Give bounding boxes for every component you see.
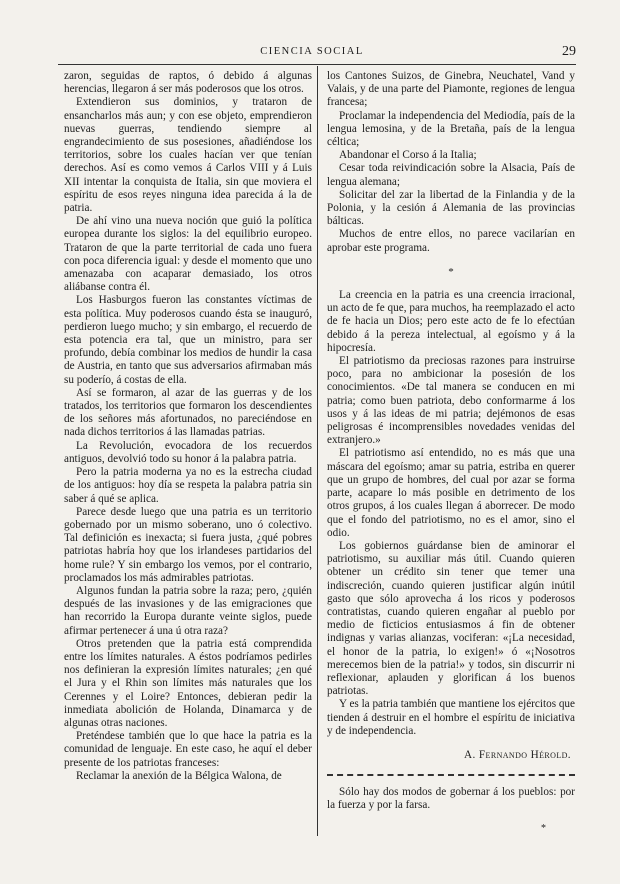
essay-paragraph: La creencia en la patria es una creencia irracional, un acto de fe que, para muchos, ha reemplazado el acto de fe hacia un Dios; pero este acto de fe lo efectúan debido á la pereza intelectual, al egoísmo y á la hipocresía. [327,289,575,354]
essay-paragraph: Y es la patria también que mantiene los ejércitos que tienden á destruir en el hombre el espíritu de iniciativa y de independencia. [327,698,575,737]
right-column-top-paragraph: Solicitar del zar la libertad de la Finlandia y de la Polonia, y la cesión á Alemania de las provincias bálticas. [327,188,575,228]
left-column-paragraph: Así se formaron, al azar de las guerras y de los tratados, los territorios que formaron los descendientes de los señores más afortunados, no pareciéndose en nada dichos territorios á las llamadas patrias. [64,386,312,439]
final-star: * [541,823,546,834]
column-divider [317,66,318,836]
left-column-paragraph: Preténdese también que lo que hace la patria es la comunidad de lenguaje. En este caso, he aquí el deber presente de los patriotas franceses: [64,730,312,769]
left-column-paragraph: De ahí vino una nueva noción que guió la política europea durante los siglos: la del equilibrio europeo. Trataron de que la parte territorial de cada uno fuera con poca diferencia igual: y desde el momento que uno amenazaba con acaparar demasiado, los otros aliábanse contra él. [64,215,312,294]
dashed-divider [327,774,575,776]
essay-paragraph: Los gobiernos guárdanse bien de aminorar el patriotismo, su auxiliar más útil. Cuando quieren obtener un crédito sin tener que temer una indiscreción, cuando quieren justificar algún inútil gasto que sólo aprovecha á los ricos y poderosos contratistas, cuando quieren engañar al pueblo por medio de ficticios entusiasmos á fin de obtener indignas y varias alianzas, vociferan: «¡La necesidad, el honor de la patria, lo exigen!» ó «¡Nosotros merecemos bien de la patria!» y todos, sin discurrir ni reflexionar, aplauden y glorifican á los buenos patriotas. [327,539,575,698]
right-column-top-paragraph: Muchos de entre ellos, no parece vacilarían en aprobar este programa. [327,228,575,254]
essay-paragraph: El patriotismo así entendido, no es más que una máscara del egoísmo; amar su patria, estriba en querer que un grupo de hombres, del cual por azar se forma parte, acapare lo más posible en detrimento de los otros grupos, á los cuales llegan á aborrecer. De modo que el fondo del patriotismo, no es el amor, sino el odio. [327,447,575,539]
page-number: 29 [562,44,576,59]
left-column-paragraph: Extendieron sus dominios, y trataron de ensancharlos más aun; y con ese objeto, emprendieron nuevas guerras, tendiendo siempre al engrandecimiento de sus posesiones, añadiéndose los territorios, sobre los cuales hacían ver que tenían derechos. Así es como vemos á Carlos VIII y á Luis XII intentar la conquista de Italia, sin que moviera el espíritu de esos reyes ninguna idea parecida á la de patria. [64,96,312,215]
right-column-essay-text [327,289,575,738]
closing-paragraph: Sólo hay dos modos de gobernar á los pueblos: por la fuerza y por la farsa. [327,786,575,812]
right-column-top-paragraph: los Cantones Suizos, de Ginebra, Neuchatel, Vand y Valais, y de una parte del Piamonte, regiones de lengua francesa; [327,70,575,109]
author-signature: A. Fernando Hérold. [464,748,571,761]
right-column-top-text [327,70,575,255]
right-column-top-paragraph: Abandonar el Corso á la Italia; [339,149,477,162]
right-column-top-paragraph: Proclamar la independencia del Mediodía, país de la lengua lemosina, y de la Bretaña, país de la lengua céltica; [327,109,575,149]
left-column-paragraph: zaron, seguidas de raptos, ó debido á algunas herencias, llegaron á ser más poderosos que los otros. [64,70,312,96]
header-rule [58,64,576,65]
running-title: CIENCIA SOCIAL [260,46,364,57]
left-column-paragraph: Pero la patria moderna ya no es la estrecha ciudad de los antiguos: hoy día se respeta la palabra patria sin saber á qué se aplica. [64,466,312,505]
section-star: * [448,265,454,278]
page-header [62,44,576,62]
left-column [64,70,312,783]
left-column-paragraph: Algunos fundan la patria sobre la raza; pero, ¿quién después de las invasiones y de las emigraciones que han recorrido la Europa durante veinte siglos, puede afirmar pertenecer á una ú otra raza? [64,584,312,637]
essay-paragraph: El patriotismo da preciosas razones para instruirse poco, para no ambicionar la posesión de los conocimientos. «De tal manera se conducen en mi patria; como buen patriota, debo conformarme á los usos y á las ideas de mi patria; dejémonos de esas peligrosas é incomprensibles novedades venidas del extranjero.» [327,355,575,447]
left-column-paragraph: Parece desde luego que una patria es un territorio gobernado por un mismo soberano, uno ó colectivo. Tal definición es inexacta; si fuera justa, ¿qué pobres patriotas habría hoy que los irlandeses partidarios del home rule? Y sin embargo los vemos, por el contrario, proclamados los más admirables patriotas. [64,505,312,584]
right-column [327,70,575,813]
left-column-paragraph: Los Hasburgos fueron las constantes víctimas de esta política. Muy poderosos cuando ésta se inauguró, perdieron luego mucho; y sin embargo, el recuerdo de esta potencia era tal, que un ministro, para ser profundo, debía combinar los medios de hundir la casa de Austria, en tanto que sus adversarios afirmaban más su poderío, á costas de ella. [64,294,312,386]
left-column-paragraph: Reclamar la anexión de la Bélgica Walona, de [76,769,282,782]
right-column-top-paragraph: Cesar toda reivindicación sobre la Alsacia, País de lengua alemana; [327,162,575,188]
left-column-paragraph: La Revolución, evocadora de los recuerdos antiguos, devolvió todo su honor á la palabra patria. [64,439,312,465]
left-column-paragraph: Otros pretenden que la patria está comprendida entre los límites naturales. A éstos podríamos pedirles nos definieran la expresión límites naturales; ¿en qué el Jura y el Rhin son límites más naturales que los Cerennes y el Loire? Entonces, debieran pedir la inmediata abolición de Holanda, Dinamarca y de algunas otras naciones. [64,637,312,729]
